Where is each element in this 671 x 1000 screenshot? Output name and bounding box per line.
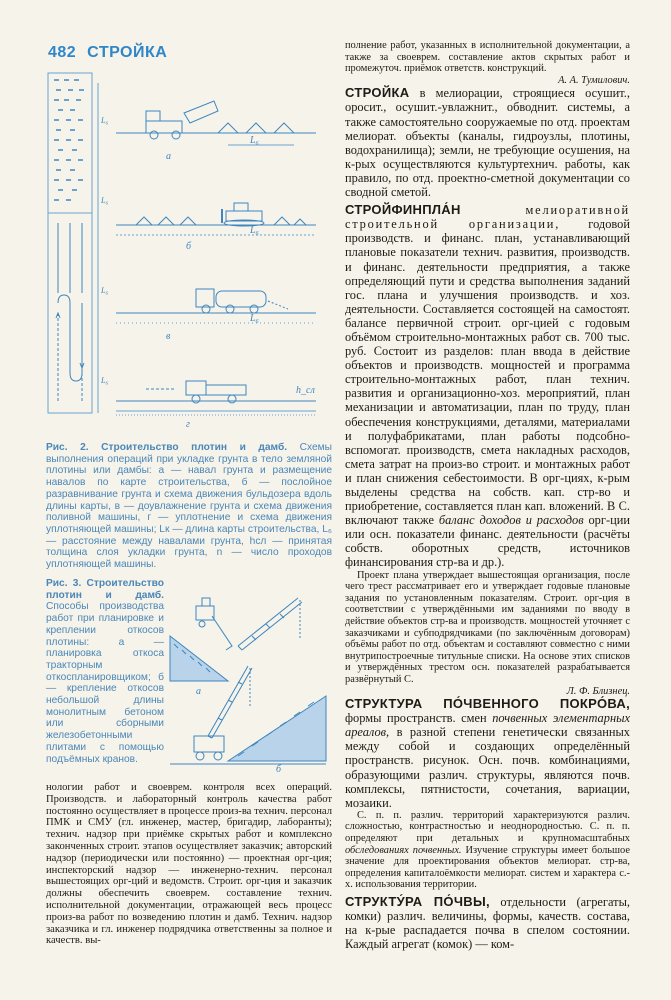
figure-2-caption (46, 442, 332, 571)
headword-stroika: СТРОЙКА (345, 85, 410, 101)
entry-pokrova-text-b: в разной степени генетически связанных между собой и создающих определённый пространств. рисунок. Осн. почв. комбинациями, образующими различ. структуры, являются почв. комплексы, пятнистости, сочетания, вариации, мозаики. (345, 725, 630, 810)
entry-pokrova-italic: почвенных элементарных ареалов, (345, 711, 630, 740)
entry-pochvy-text: отдельности (агрегаты, комки) различ. величины, формы, качеств. состава, на к-рые распадается почва в спелом состоянии. Каждый агрегат (комок) — ком- (345, 895, 630, 952)
figure-2-caption-head: Рис. 2. Строительство плотин и дамб. (46, 442, 288, 453)
entry-pokrova-text-a: формы пространств. смен (345, 711, 487, 726)
figure-3-caption-head: Рис. 3. Строительство плотин и дамб. (46, 578, 164, 601)
figure-3-caption (46, 578, 164, 765)
entry-struktura-pochvy (345, 895, 630, 951)
left-column-text: нологии работ и своеврем. контроля всех операций. Производств. и лабораторный контроль качества работ постоянно осуществляет в процессе произ-ва технич. персонал ПМК и СМУ (гл. инженер, мастер, бригадир, лаборанты); технич. надзор при приёмке скрытых работ и комплексно законченных строит. этапов осуществляет заказчик; авторский надзор (периодически или постоянно) — проектная орг-ция; инспекторский надзор — инженерно-технич. персонал вышестоящих орг-ций и ведомств. Строит. орг-ция и заказчик должны обеспечить своеврем. составление технич. исполнительной документации, отражающей весь процесс произ-ва работ по возведению плотин и дамб. Технич. надзор заказчика и гл. инженер подрядчика ответственны за полное и качеств. вы- (46, 782, 332, 947)
entry-pokrova-small-a: С. п. п. различ. территорий характеризуются различ. сложностью, контрастностью и неоднородностью. С. п. п. определяют при детальных и крупномасштабных (345, 809, 630, 845)
right-column (345, 40, 630, 951)
page-header (48, 44, 167, 62)
fig2-dim-2: L₆ (250, 225, 260, 236)
fig2-label-b: б (186, 241, 192, 252)
fig2-dim-1: L₆ (250, 135, 260, 146)
bulldozer-scene (116, 203, 316, 235)
fig2-label-a: a (166, 151, 171, 162)
headword-struktura-pochvy: СТРУКТУ́РА ПО́ЧВЫ, (345, 894, 490, 909)
fig2-dim-3: L₆ (250, 313, 260, 324)
figure-2-illustration (46, 63, 324, 435)
water-truck-scene (116, 289, 316, 323)
entry-struktura-pokrova (345, 697, 630, 810)
fig2-side-4: L₆ (101, 376, 109, 385)
entry-stroifinplan-text: годовой производств. и финанс. план, устанавливающий плановые показатели технич. развития, производств. и финанс. деятельности предприятия, а также определяющий пути и средства выполнения заданий гос. плана и улучшения производств. и хоз. деятельности. Составляется состоящей на самостоят. балансе первичной строит. орг-цией с годовым объёмом строительно-монтажных работ св. 700 тыс. руб. Состоит из разделов: план ввода в действие объектов и производств. мощностей и программа строительно-монтажных работ, план технич. развития и организационно-хоз. мероприятий, план механизации и автоматизации, план по труду, план обеспечения конструкциями, деталями, материалами и полуфабрикатами, план работы подсобно-вспомогат. производств, смета накладных расходов, смета затрат на произ-во строит. и монтажных работ и план снижения себестоимости. В орг-циях, к-рым выделены средства на собств. кап. стр-во и приобретение, составляется план кап. вложений. В С. включают также (345, 217, 630, 528)
fig2-dim-4: h_сл (296, 385, 315, 396)
entry-stroika-text: в мелиорации, строящиеся осушит., ороcит., осушит.-увлажнит., обводнит. системы, а также самостоятельно сооружаемые по отд. проектам мелиорат. объекты (каналы, гидроузлы, плотины, водохранилища); земли, не требующие осушения, на к-рых осуществляются культуртехнич. работы, как правило, по отд. проектно-сметной документации со сводной сметой. (345, 86, 630, 200)
entry-stroifinplan-spaced: мелиоративной строительной организации, (345, 203, 630, 232)
roller-scene (116, 381, 316, 415)
entry-stroifinplan-text2: орг-ции или осн. показатели финанс. деятельности (расчёты собств. оборотных средств, источников финансирования стр-ва и др.). (345, 513, 630, 570)
fig3-label-a: а (196, 686, 201, 697)
fig2-side-2: L₆ (101, 196, 109, 205)
entry-stroifinplan-small: Проект плана утверждает вышестоящая организация, после чего трест рассматривает его и утверждает годовые плановые задания по установленным показателям. Строит. орг-ция в соответствии с утверждёнными им заданиями по вводу в действие объектов стр-ва и производств. мощностей уточняет с заказчиками и субподрядчиками (по заключённым договорам) объёмы работ по отд. объектам и составляют совместно с ними внутрипостроечные титульные списки. На основе этих списков и утверждённых трестом осн. показателей разрабатывается развёрнутый С. (345, 569, 630, 685)
headword-stroifinplan: СТРОЙФИНПЛА́Н (345, 202, 461, 218)
author-bliznets: Л. Ф. Близнец. (566, 685, 630, 697)
figure-3-caption-body: Способы производства работ при планировке и креплении откосов плотины: а — планировка откоса тракторным откоспланировщиком; б — крепление откосов небольшой длины монолитным бетоном или сборными железобетонными плитами с помощью подъёмных кранов. (46, 601, 164, 765)
fig2-label-v: в (166, 331, 171, 342)
running-title: СТРОЙКА (87, 44, 168, 61)
fig2-label-g: г (186, 419, 190, 430)
entry-pokrova-small-b: Изучение структуры имеет большое значение для проектирования объектов мелиорат. стр-ва, определения капиталоёмкости мелиорат. систем и характера с.-х. использования территории. (345, 844, 630, 891)
fig3-label-b: б (276, 764, 282, 775)
dump-truck-scene (116, 101, 316, 145)
entry-stroifinplan-italic: баланс доходов и расходов (438, 513, 584, 528)
page-number: 482 (48, 44, 77, 61)
fig2-side-3: L₆ (101, 286, 109, 295)
figure-3-illustration (168, 586, 328, 776)
entry-pokrova-small-italic: обследованиях почвенных. (345, 844, 462, 856)
headword-struktura-pokrova: СТРУКТУРА ПО́ЧВЕННОГО ПОКРО́ВА, (345, 696, 630, 712)
entry-stroifinplan (345, 203, 630, 569)
entry-pokrova-small (345, 810, 630, 891)
figure-2-caption-body: Схемы выполнения операций при укладке грунта в тело земляной плотины или дамбы: а — навал грунта и размещение навалов по карте строительства, б — послойное разравнивание грунта и схема движения бульдозера вдоль длины карты, в — доувлажнение грунта и схема движения поливной машины, г — уплотнение и схема движения уплотняющей машины; Lк — длина карты строительства, L₆ — расстояние между навалами грунта, hсл — принятая толщина слоя укладки грунта, n — число проходов уплотняющей машины. (46, 442, 332, 571)
entry-stroika (345, 86, 630, 199)
continuation-text: полнение работ, указанных в исполнительной документации, а также за своеврем. составление актов скрытых работ и промежуточ. приёмок ответств. конструкций. (345, 40, 630, 75)
author-tumilovich: А. А. Тумилович. (558, 74, 630, 86)
fig2-side-1: L₆ (101, 116, 109, 125)
